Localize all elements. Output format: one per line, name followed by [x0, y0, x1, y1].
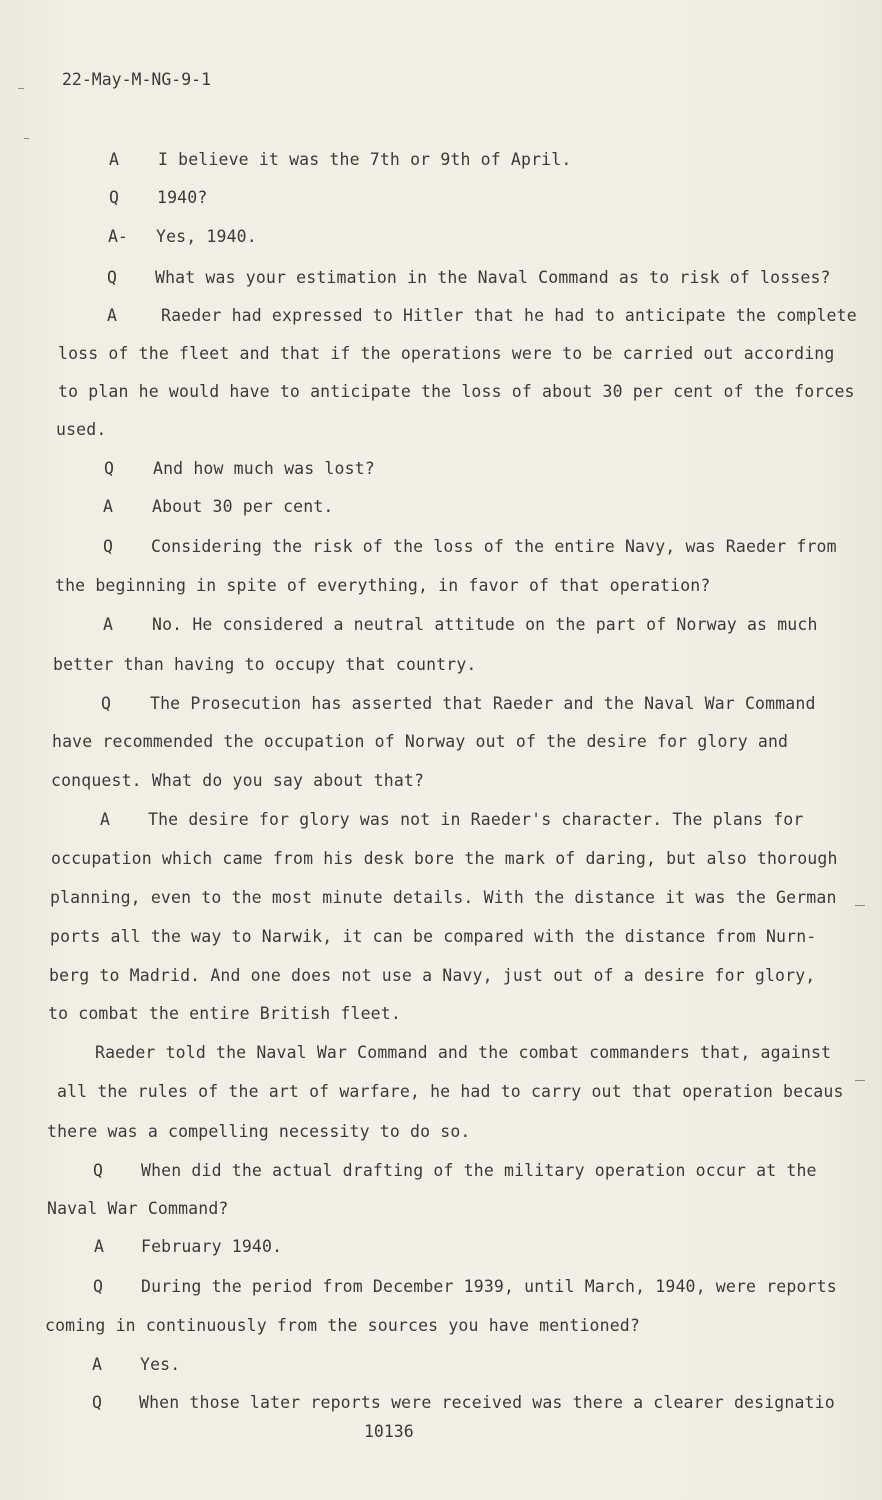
- transcript-line: used.: [56, 420, 107, 439]
- speaker-mark: Q: [101, 694, 111, 713]
- speaker-mark: A: [103, 497, 113, 516]
- transcript-line: No. He considered a neutral attitude on the part of Norway as much: [152, 615, 818, 634]
- transcript-line: Naval War Command?: [47, 1199, 229, 1218]
- margin-mark: [18, 88, 24, 89]
- speaker-mark: Q: [93, 1277, 103, 1296]
- transcript-line: better than having to occupy that country.: [53, 655, 477, 674]
- transcript-line: When did the actual drafting of the military operation occur at the: [141, 1161, 817, 1180]
- speaker-mark: Q: [103, 537, 113, 556]
- margin-mark: [24, 138, 29, 139]
- transcript-line: Raeder had expressed to Hitler that he had to anticipate the complete: [161, 306, 857, 325]
- transcript-line: there was a compelling necessity to do so.: [47, 1122, 471, 1141]
- transcript-line: to combat the entire British fleet.: [48, 1004, 401, 1023]
- transcript-line: ports all the way to Narwik, it can be compared with the distance from Nurn-: [50, 927, 817, 946]
- transcript-line: conquest. What do you say about that?: [51, 771, 425, 790]
- transcript-line: loss of the fleet and that if the operations were to be carried out according: [58, 344, 835, 363]
- transcript-line: all the rules of the art of warfare, he had to carry out that operation becaus: [57, 1082, 844, 1101]
- transcript-line: Considering the risk of the loss of the entire Navy, was Raeder from: [151, 537, 837, 556]
- speaker-mark: A: [107, 306, 117, 325]
- speaker-mark: A: [103, 615, 113, 634]
- transcript-line: coming in continuously from the sources you have mentioned?: [45, 1316, 640, 1335]
- page-number: 10136: [364, 1422, 414, 1441]
- transcript-line: When those later reports were received was there a clearer designatio: [139, 1393, 835, 1412]
- transcript-line: Raeder told the Naval War Command and the combat commanders that, against: [95, 1043, 832, 1062]
- speaker-mark: Q: [107, 268, 117, 287]
- document-header: 22-May-M-NG-9-1: [62, 70, 212, 89]
- transcript-line: I believe it was the 7th or 9th of April.: [158, 150, 572, 169]
- transcript-line: The desire for glory was not in Raeder's character. The plans for: [148, 810, 804, 829]
- transcript-line: What was your estimation in the Naval Command as to risk of losses?: [155, 268, 831, 287]
- transcript-line: planning, even to the most minute details. With the distance it was the German: [50, 888, 837, 907]
- transcript-line: have recommended the occupation of Norway out of the desire for glory and: [52, 732, 789, 751]
- speaker-mark: A-: [108, 227, 128, 246]
- speaker-mark: A: [100, 810, 110, 829]
- margin-mark: [855, 1080, 865, 1081]
- transcript-line: About 30 per cent.: [152, 497, 334, 516]
- transcript-line: 1940?: [157, 188, 208, 207]
- speaker-mark: Q: [104, 459, 114, 478]
- transcript-line: Yes, 1940.: [156, 227, 257, 246]
- speaker-mark: A: [109, 150, 119, 169]
- speaker-mark: Q: [92, 1393, 102, 1412]
- transcript-line: occupation which came from his desk bore the mark of daring, but also thorough: [51, 849, 838, 868]
- speaker-mark: Q: [109, 188, 119, 207]
- speaker-mark: Q: [93, 1161, 103, 1180]
- transcript-line: berg to Madrid. And one does not use a Navy, just out of a desire for glory,: [49, 966, 816, 985]
- speaker-mark: A: [94, 1237, 104, 1256]
- transcript-line: And how much was lost?: [153, 459, 375, 478]
- transcript-line: the beginning in spite of everything, in favor of that operation?: [55, 576, 711, 595]
- transcript-line: The Prosecution has asserted that Raeder and the Naval War Command: [150, 694, 816, 713]
- transcript-line: to plan he would have to anticipate the loss of about 30 per cent of the forces: [58, 382, 855, 401]
- transcript-line: During the period from December 1939, until March, 1940, were reports: [141, 1277, 837, 1296]
- speaker-mark: A: [92, 1355, 102, 1374]
- transcript-line: February 1940.: [141, 1237, 283, 1256]
- margin-mark: [855, 905, 865, 906]
- transcript-line: Yes.: [140, 1355, 181, 1374]
